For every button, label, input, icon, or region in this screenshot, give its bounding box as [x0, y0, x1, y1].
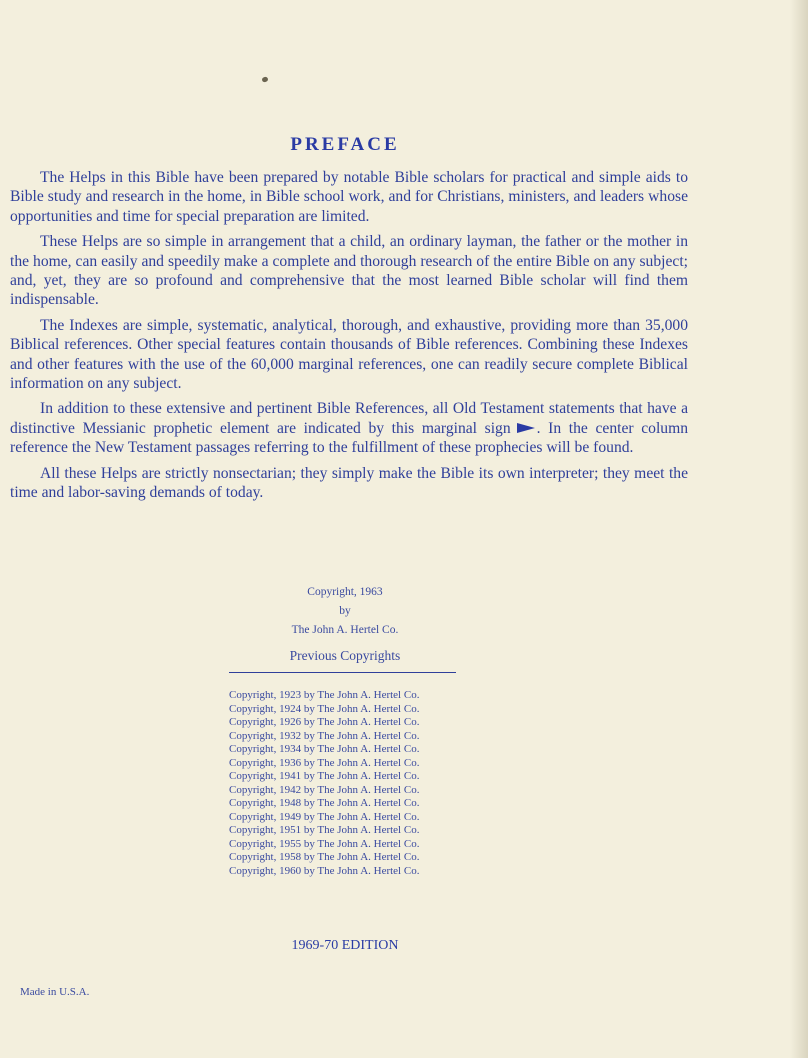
list-item: Copyright, 1926 by The John A. Hertel Co.	[229, 716, 420, 728]
paper-speck	[261, 76, 268, 83]
messianic-arrow-icon	[517, 423, 535, 433]
paragraph-text: In addition to these extensive and pertinent Bible References, all Old Testament statements that have a distinctive Messianic prophetic element are indicated by this marginal sign	[10, 400, 688, 437]
page-title: PREFACE	[290, 134, 400, 155]
list-item: Copyright, 1960 by The John A. Hertel Co.	[229, 864, 420, 877]
paragraph-text: . In the center column reference the New Testament passages referring to the fulfillment of these prophecies will be found.	[10, 419, 688, 457]
list-item: Copyright, 1955 by The John A. Hertel Co.	[229, 837, 420, 850]
list-item: Copyright, 1942 by The John A. Hertel Co.	[229, 783, 420, 796]
list-item: Copyright, 1948 by The John A. Hertel Co.	[229, 797, 420, 809]
preface-body	[10, 168, 688, 509]
edition-label: 1969-70 EDITION	[291, 938, 399, 953]
copyright-line: The John A. Hertel Co.	[291, 624, 399, 636]
previous-copyrights-title: Previous Copyrights	[289, 648, 401, 663]
list-item: Copyright, 1951 by The John A. Hertel Co.	[229, 824, 420, 836]
copyright-line: by	[339, 605, 351, 617]
page-edge-shadow	[790, 0, 808, 1058]
preface-paragraph: The Indexes are simple, systematic, analytical, thorough, and exhaustive, providing more than 35,000 Biblical references. Other special features contain thousands of Bible references. Combining these Indexes and other features with the use of the 60,000 marginal references, one can readily secure complete Biblical information on any subject.	[10, 316, 688, 393]
preface-paragraph: All these Helps are strictly nonsectarian; they simply make the Bible its own interpreter; they meet the time and labor-saving demands of today.	[10, 464, 688, 502]
preface-paragraph: These Helps are so simple in arrangement that a child, an ordinary layman, the father or the mother in the home, can easily and speedily make a complete and thorough research of the entire Bible on any subject; and, yet, they are so profound and comprehensive that the most learned Bible scholar will find them indispensable.	[10, 233, 688, 309]
list-item: Copyright, 1941 by The John A. Hertel Co.	[229, 770, 420, 782]
list-item: Copyright, 1936 by The John A. Hertel Co.	[229, 756, 420, 769]
previous-copyrights-list	[229, 689, 469, 878]
list-item: Copyright, 1934 by The John A. Hertel Co.	[229, 743, 420, 755]
current-copyright	[190, 583, 500, 640]
list-item: Copyright, 1958 by The John A. Hertel Co.	[229, 851, 420, 863]
made-in-label: Made in U.S.A.	[20, 986, 90, 998]
list-item: Copyright, 1924 by The John A. Hertel Co.	[229, 702, 420, 715]
list-item: Copyright, 1932 by The John A. Hertel Co.	[229, 729, 420, 742]
list-item: Copyright, 1923 by The John A. Hertel Co.	[229, 689, 420, 701]
list-item: Copyright, 1949 by The John A. Hertel Co.	[229, 810, 420, 823]
preface-paragraph: The Helps in this Bible have been prepared by notable Bible scholars for practical and simple aids to Bible study and research in the home, in Bible school work, and for Christians, ministers, and leaders whose opportunities and time for special preparation are limited.	[10, 169, 688, 225]
copyright-line: Copyright, 1963	[307, 586, 383, 598]
preface-paragraph	[10, 399, 688, 457]
divider	[229, 672, 456, 673]
